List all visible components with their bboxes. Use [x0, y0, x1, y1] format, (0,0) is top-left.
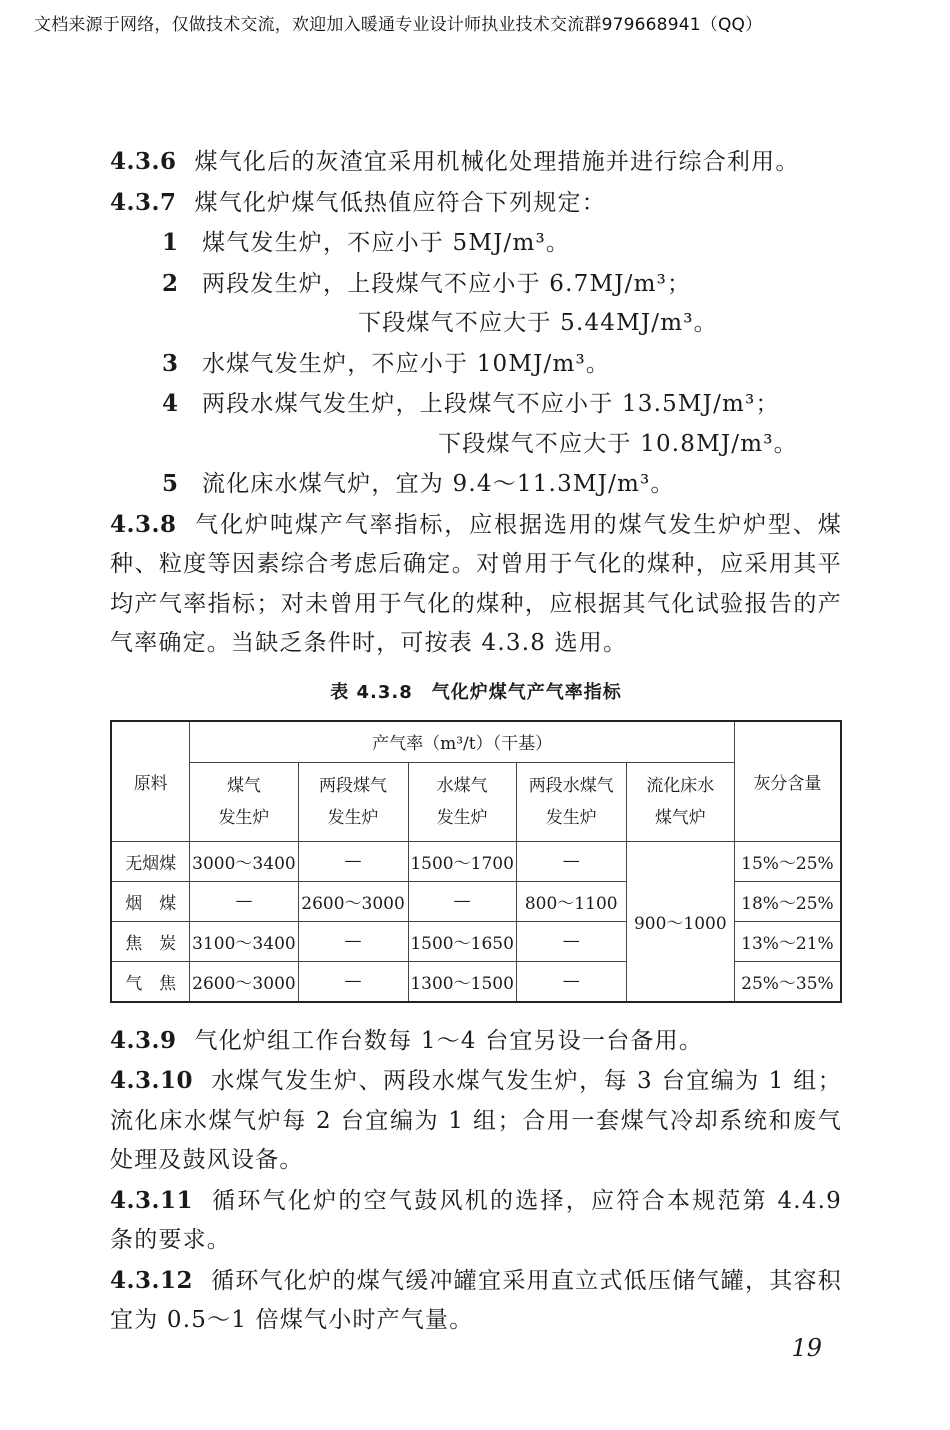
clause-number: 4.3.6 — [110, 148, 177, 175]
clause-text: 煤气化后的灰渣宜采用机械化处理措施并进行综合利用。 — [194, 149, 800, 175]
list-item-2 — [110, 264, 842, 305]
clause-text: 气化炉组工作台数每 1～4 台宜另设一台备用。 — [194, 1027, 704, 1054]
cell-value: 3000～3400 — [190, 841, 298, 881]
clause-text: 气化炉吨煤产气率指标，应根据选用的煤气发生炉炉型、煤种、粒度等因素综合考虑后确定。对曾用于气化的煤种，应采用其平均产气率指标；对未曾用于气化的煤种，应根据其气化试验报告的产气率确定。当缺乏条件时，可按表 4.3.8 选用。 — [110, 511, 842, 656]
source-watermark-note: 文档来源于网络，仅做技术交流，欢迎加入暖通专业设计师执业技术交流群979668941（QQ） — [34, 15, 763, 35]
item-number: 4 — [162, 390, 180, 417]
clause-number: 4.3.11 — [110, 1186, 194, 1214]
row-material: 焦 炭 — [111, 921, 190, 961]
clause-text: 水煤气发生炉、两段水煤气发生炉，每 3 台宜编为 1 组；流化床水煤气炉每 2 台宜编为 1 组；合用一套煤气冷却系统和废气处理及鼓风设备。 — [110, 1068, 842, 1173]
subheader-fluidized-bed: 流化床水 煤气炉 — [626, 762, 734, 841]
row-material: 无烟煤 — [111, 841, 190, 881]
clause-text: 循环气化炉的空气鼓风机的选择，应符合本规范第 4.4.9 条的要求。 — [110, 1187, 842, 1253]
list-item-4-continuation: 下段煤气不应大于 10.8MJ/m³。 — [438, 430, 798, 457]
row-material: 气 焦 — [111, 961, 190, 1002]
cell-ash: 25%～35% — [734, 961, 841, 1002]
item-text: 水煤气发生炉，不应小于 10MJ/m³。 — [202, 350, 611, 377]
cell-value: — — [516, 841, 626, 881]
item-text: 两段水煤气发生炉，上段煤气不应小于 13.5MJ/m³； — [202, 391, 780, 417]
item-number: 5 — [162, 470, 180, 497]
clause-number: 4.3.8 — [110, 510, 177, 538]
list-item-3 — [110, 344, 842, 385]
clause-4-3-8 — [110, 505, 842, 664]
header-ash-content: 灰分含量 — [734, 721, 841, 842]
cell-value: 2600～3000 — [298, 881, 408, 921]
cell-value: 1500～1650 — [408, 921, 516, 961]
page-number: 19 — [791, 1334, 822, 1362]
clause-number: 4.3.12 — [110, 1266, 194, 1294]
list-item-1 — [110, 223, 842, 264]
list-item-4 — [110, 384, 842, 425]
header-raw-material: 原料 — [111, 721, 190, 842]
table-row — [111, 841, 841, 881]
cell-value: 1300～1500 — [408, 961, 516, 1002]
clause-4-3-6 — [110, 142, 842, 183]
clause-number: 4.3.9 — [110, 1026, 177, 1054]
cell-value: — — [298, 841, 408, 881]
table-title: 表 4.3.8 气化炉煤气产气率指标 — [330, 681, 622, 703]
clause-number: 4.3.10 — [110, 1067, 194, 1094]
cell-ash: 13%～21% — [734, 921, 841, 961]
cell-value: — — [190, 881, 298, 921]
item-text: 煤气发生炉，不应小于 5MJ/m³。 — [202, 230, 571, 256]
item-number: 1 — [162, 229, 180, 256]
cell-value: — — [298, 921, 408, 961]
cell-value: 2600～3000 — [190, 961, 298, 1002]
clause-4-3-11 — [110, 1181, 842, 1261]
clause-4-3-12 — [110, 1261, 842, 1341]
clause-4-3-9 — [110, 1021, 842, 1062]
page-body — [110, 142, 842, 1341]
subheader-two-stage-water-gas: 两段水煤气 发生炉 — [516, 762, 626, 841]
gas-yield-table — [110, 720, 842, 1003]
cell-value: — — [516, 961, 626, 1002]
clause-number: 4.3.7 — [110, 188, 177, 216]
cell-value: 3100～3400 — [190, 921, 298, 961]
cell-fluidized-bed-value: 900～1000 — [626, 841, 734, 1002]
item-text: 两段发生炉，上段煤气不应小于 6.7MJ/m³； — [202, 270, 692, 297]
item-number: 3 — [162, 349, 180, 377]
cell-value: — — [516, 921, 626, 961]
cell-value: — — [298, 961, 408, 1002]
item-text: 流化床水煤气炉，宜为 9.4～11.3MJ/m³。 — [202, 471, 675, 497]
item-number: 2 — [162, 269, 180, 297]
subheader-water-gas: 水煤气 发生炉 — [408, 762, 516, 841]
clause-4-3-7 — [110, 183, 842, 224]
cell-ash: 18%～25% — [734, 881, 841, 921]
cell-value: 1500～1700 — [408, 841, 516, 881]
list-item-2-continuation: 下段煤气不应大于 5.44MJ/m³。 — [358, 310, 718, 336]
header-gas-yield: 产气率（m³/t）（干基） — [190, 721, 734, 763]
table-header-row — [111, 721, 841, 763]
cell-ash: 15%～25% — [734, 841, 841, 881]
clause-4-3-10 — [110, 1061, 842, 1181]
clause-text: 循环气化炉的煤气缓冲罐宜采用直立式低压储气罐，其容积宜为 0.5～1 倍煤气小时产气量。 — [110, 1267, 842, 1333]
subheader-producer: 煤气 发生炉 — [190, 762, 298, 841]
cell-value: 800～1100 — [516, 881, 626, 921]
list-item-5 — [110, 464, 842, 505]
clause-text: 煤气化炉煤气低热值应符合下列规定： — [194, 189, 606, 216]
table-subheader-row — [111, 762, 841, 841]
subheader-two-stage-producer: 两段煤气 发生炉 — [298, 762, 408, 841]
cell-value: — — [408, 881, 516, 921]
row-material: 烟 煤 — [111, 881, 190, 921]
